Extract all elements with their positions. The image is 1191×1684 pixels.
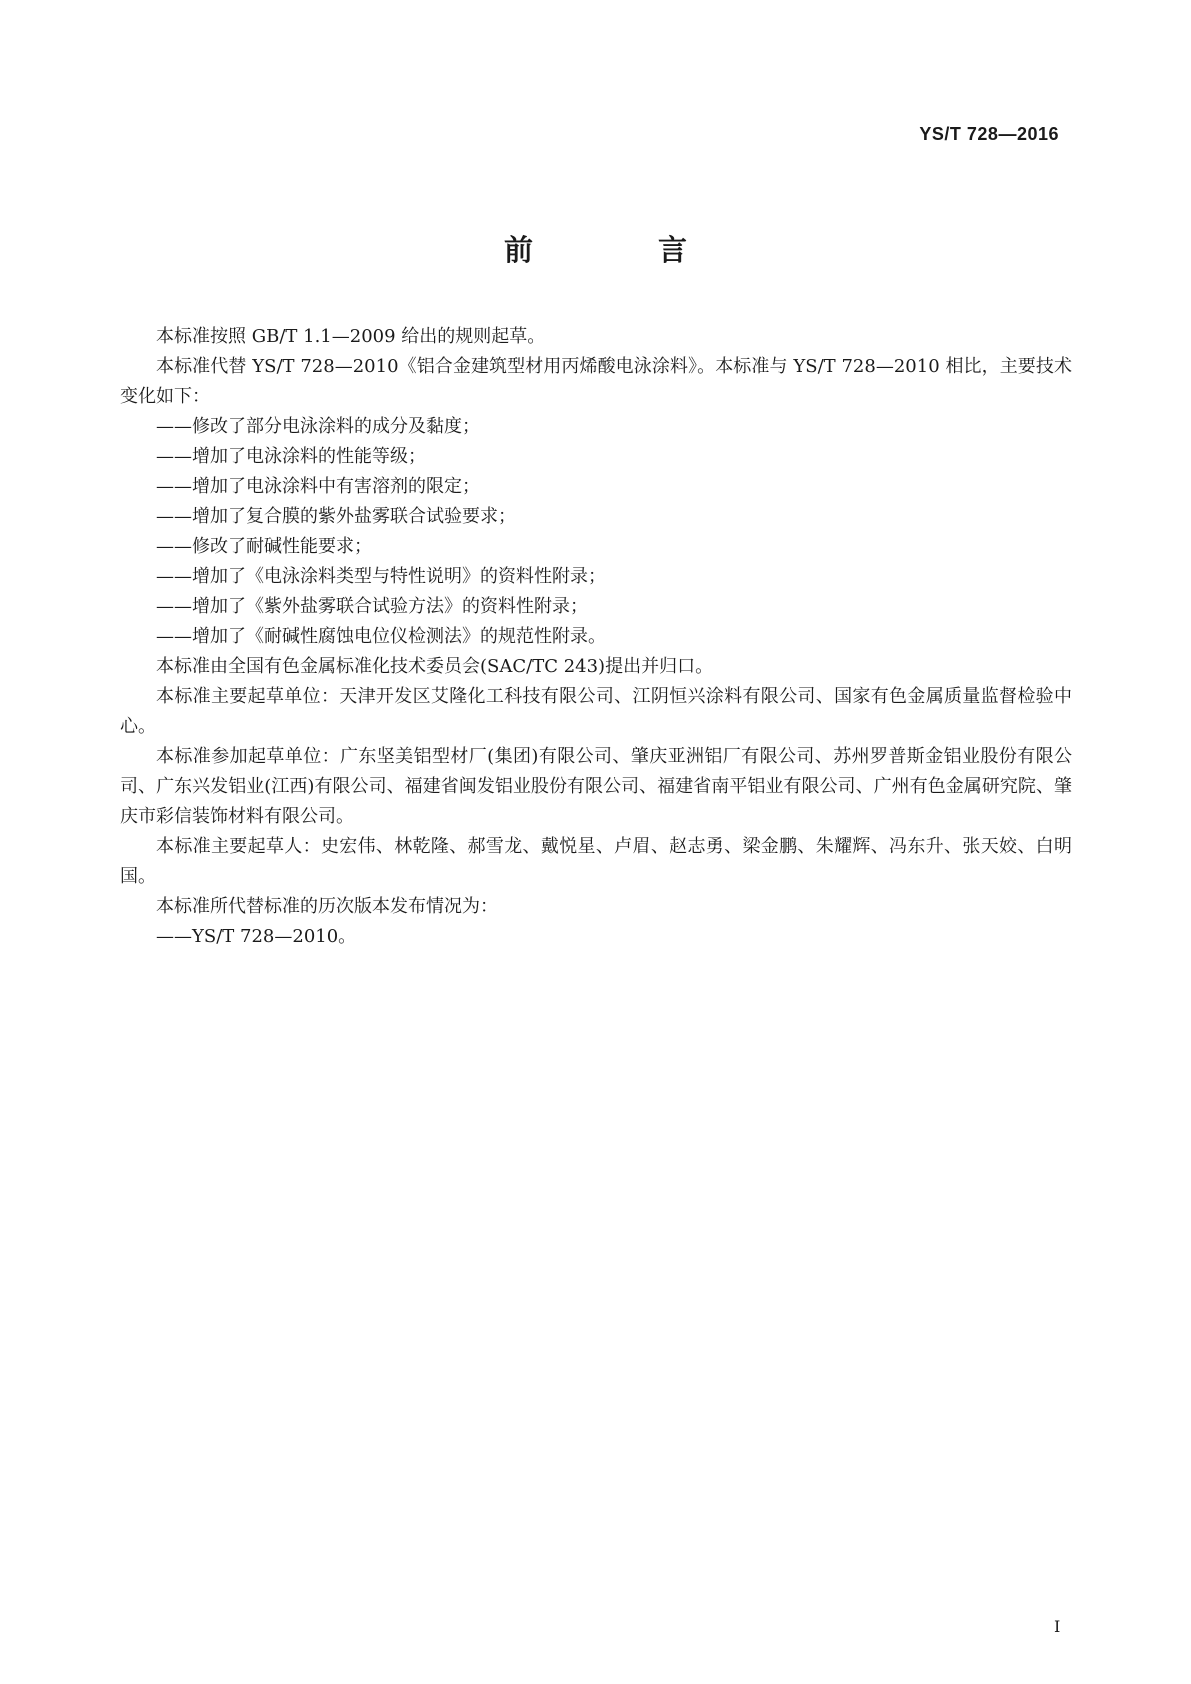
document-body (120, 322, 1072, 952)
paragraph: 本标准主要起草人：史宏伟、林乾隆、郝雪龙、戴悦星、卢眉、赵志勇、梁金鹏、朱耀辉、冯东升、张天姣、白明国。 (120, 836, 1072, 887)
paragraph: 本标准参加起草单位：广东坚美铝型材厂(集团)有限公司、肇庆亚洲铝厂有限公司、苏州罗普斯金铝业股份有限公司、广东兴发铝业(江西)有限公司、福建省闽发铝业股份有限公司、福建省南平铝业有限公司、广州有色金属研究院、肇庆市彩信装饰材料有限公司。 (120, 746, 1072, 827)
paragraph: 本标准代替 YS/T 728—2010《铝合金建筑型材用丙烯酸电泳涂料》。本标准与 YS/T 728—2010 相比，主要技术变化如下： (120, 356, 1072, 407)
list-item: ——YS/T 728—2010。 (156, 926, 357, 947)
list-item: ——增加了电泳涂料的性能等级； (156, 446, 426, 467)
list-item: ——修改了耐碱性能要求； (156, 536, 372, 557)
paragraph: 本标准由全国有色金属标准化技术委员会(SAC/TC 243)提出并归口。 (156, 656, 714, 677)
list-item: ——增加了《电泳涂料类型与特性说明》的资料性附录； (156, 566, 606, 587)
paragraph: 本标准按照 GB/T 1.1—2009 给出的规则起草。 (156, 326, 546, 347)
page-title: 前 言 (503, 233, 735, 267)
list-item: ——增加了《耐碱性腐蚀电位仪检测法》的规范性附录。 (156, 626, 606, 647)
list-item: ——修改了部分电泳涂料的成分及黏度； (156, 416, 480, 437)
page-number: I (1054, 1617, 1061, 1636)
paragraph: 本标准主要起草单位：天津开发区艾隆化工科技有限公司、江阴恒兴涂料有限公司、国家有色金属质量监督检验中心。 (120, 686, 1072, 737)
list-item: ——增加了电泳涂料中有害溶剂的限定； (156, 476, 480, 497)
standard-code: YS/T 728—2016 (919, 124, 1059, 144)
list-item: ——增加了复合膜的紫外盐雾联合试验要求； (156, 506, 516, 527)
paragraph: 本标准所代替标准的历次版本发布情况为： (156, 896, 498, 917)
list-item: ——增加了《紫外盐雾联合试验方法》的资料性附录； (156, 596, 588, 617)
